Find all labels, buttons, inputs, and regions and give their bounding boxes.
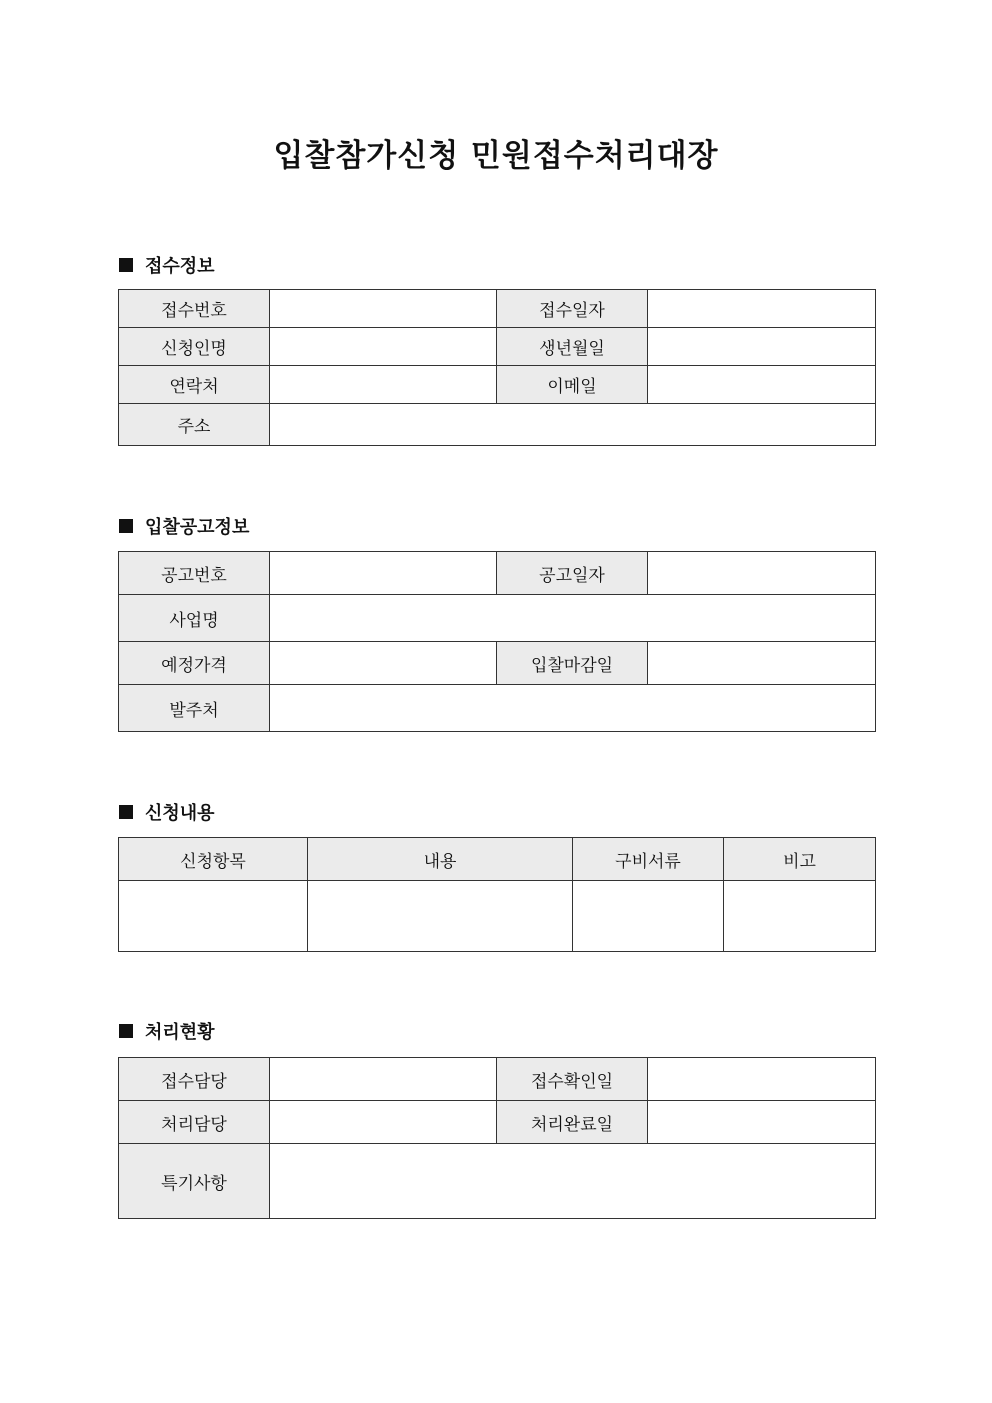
table-row xyxy=(119,366,876,404)
project-name-field[interactable] xyxy=(270,595,876,642)
estimated-price-label: 예정가격 xyxy=(119,642,270,685)
section-heading-receipt xyxy=(119,253,215,277)
notice-date-field[interactable] xyxy=(648,552,876,595)
table-row xyxy=(119,1144,876,1219)
contact-input[interactable] xyxy=(270,376,496,394)
birth-date-field[interactable] xyxy=(648,328,876,366)
application-note-cell[interactable] xyxy=(724,881,876,952)
contact-field[interactable] xyxy=(270,366,497,404)
address-label: 주소 xyxy=(119,404,270,446)
square-bullet-icon xyxy=(119,258,133,272)
notice-no-field[interactable] xyxy=(270,552,497,595)
notice-date-label: 공고일자 xyxy=(497,552,648,595)
receipt-info-table xyxy=(118,289,876,446)
completion-date-field[interactable] xyxy=(648,1101,876,1144)
table-row xyxy=(119,552,876,595)
section-heading-notice xyxy=(119,514,249,538)
notice-date-input[interactable] xyxy=(648,564,875,582)
section-heading-label: 입찰공고정보 xyxy=(145,517,250,538)
receipt-confirm-date-input[interactable] xyxy=(648,1070,875,1088)
section-heading-application xyxy=(119,800,215,824)
square-bullet-icon xyxy=(119,805,133,819)
project-name-input[interactable] xyxy=(270,609,875,627)
client-field[interactable] xyxy=(270,685,876,732)
application-documents-input[interactable] xyxy=(573,892,723,940)
process-staff-label: 처리담당 xyxy=(119,1101,270,1144)
client-input[interactable] xyxy=(270,699,875,717)
applicant-field[interactable] xyxy=(270,328,497,366)
application-content-table xyxy=(118,837,876,952)
email-field[interactable] xyxy=(648,366,876,404)
square-bullet-icon xyxy=(119,1024,133,1038)
estimated-price-field[interactable] xyxy=(270,642,497,685)
column-header-note: 비고 xyxy=(724,838,876,881)
application-documents-cell[interactable] xyxy=(573,881,724,952)
email-label: 이메일 xyxy=(497,366,648,404)
estimated-price-input[interactable] xyxy=(270,654,496,672)
receipt-date-input[interactable] xyxy=(648,300,875,318)
remarks-field[interactable] xyxy=(270,1144,876,1219)
process-staff-field[interactable] xyxy=(270,1101,497,1144)
completion-date-label: 처리완료일 xyxy=(497,1101,648,1144)
receipt-staff-input[interactable] xyxy=(270,1070,496,1088)
email-input[interactable] xyxy=(648,376,875,394)
application-note-input[interactable] xyxy=(724,892,875,940)
receipt-date-label: 접수일자 xyxy=(497,290,648,328)
receipt-no-label: 접수번호 xyxy=(119,290,270,328)
table-row xyxy=(119,1058,876,1101)
bid-deadline-label: 입찰마감일 xyxy=(497,642,648,685)
section-heading-processing xyxy=(119,1019,215,1043)
table-row xyxy=(119,290,876,328)
receipt-confirm-date-field[interactable] xyxy=(648,1058,876,1101)
column-header-content: 내용 xyxy=(308,838,573,881)
section-heading-label: 신청내용 xyxy=(145,803,215,824)
receipt-staff-label: 접수담당 xyxy=(119,1058,270,1101)
table-row xyxy=(119,685,876,732)
client-label: 발주처 xyxy=(119,685,270,732)
square-bullet-icon xyxy=(119,519,133,533)
contact-label: 연락처 xyxy=(119,366,270,404)
column-header-documents: 구비서류 xyxy=(573,838,724,881)
bid-deadline-field[interactable] xyxy=(648,642,876,685)
receipt-staff-field[interactable] xyxy=(270,1058,497,1101)
table-header-row xyxy=(119,838,876,881)
applicant-input[interactable] xyxy=(270,338,496,356)
birth-date-label: 생년월일 xyxy=(497,328,648,366)
receipt-no-field[interactable] xyxy=(270,290,497,328)
table-row xyxy=(119,1101,876,1144)
table-row xyxy=(119,881,876,952)
address-input[interactable] xyxy=(270,416,875,434)
bid-deadline-input[interactable] xyxy=(648,654,875,672)
completion-date-input[interactable] xyxy=(648,1113,875,1131)
birth-date-input[interactable] xyxy=(648,338,875,356)
section-heading-label: 접수정보 xyxy=(145,256,215,277)
table-row xyxy=(119,404,876,446)
receipt-no-input[interactable] xyxy=(270,300,496,318)
address-field[interactable] xyxy=(270,404,876,446)
document-title: 입찰참가신청 민원접수처리대장 xyxy=(273,138,719,174)
application-item-cell[interactable] xyxy=(119,881,308,952)
table-row xyxy=(119,595,876,642)
column-header-item: 신청항목 xyxy=(119,838,308,881)
application-content-input[interactable] xyxy=(308,892,572,940)
table-row xyxy=(119,642,876,685)
notice-no-input[interactable] xyxy=(270,564,496,582)
application-item-input[interactable] xyxy=(119,892,307,940)
receipt-confirm-date-label: 접수확인일 xyxy=(497,1058,648,1101)
remarks-input[interactable] xyxy=(270,1157,875,1205)
notice-info-table xyxy=(118,551,876,732)
notice-no-label: 공고번호 xyxy=(119,552,270,595)
remarks-label: 특기사항 xyxy=(119,1144,270,1219)
project-name-label: 사업명 xyxy=(119,595,270,642)
table-row xyxy=(119,328,876,366)
section-heading-label: 처리현황 xyxy=(145,1022,215,1043)
application-content-cell[interactable] xyxy=(308,881,573,952)
applicant-label: 신청인명 xyxy=(119,328,270,366)
process-staff-input[interactable] xyxy=(270,1113,496,1131)
processing-status-table xyxy=(118,1057,876,1219)
receipt-date-field[interactable] xyxy=(648,290,876,328)
